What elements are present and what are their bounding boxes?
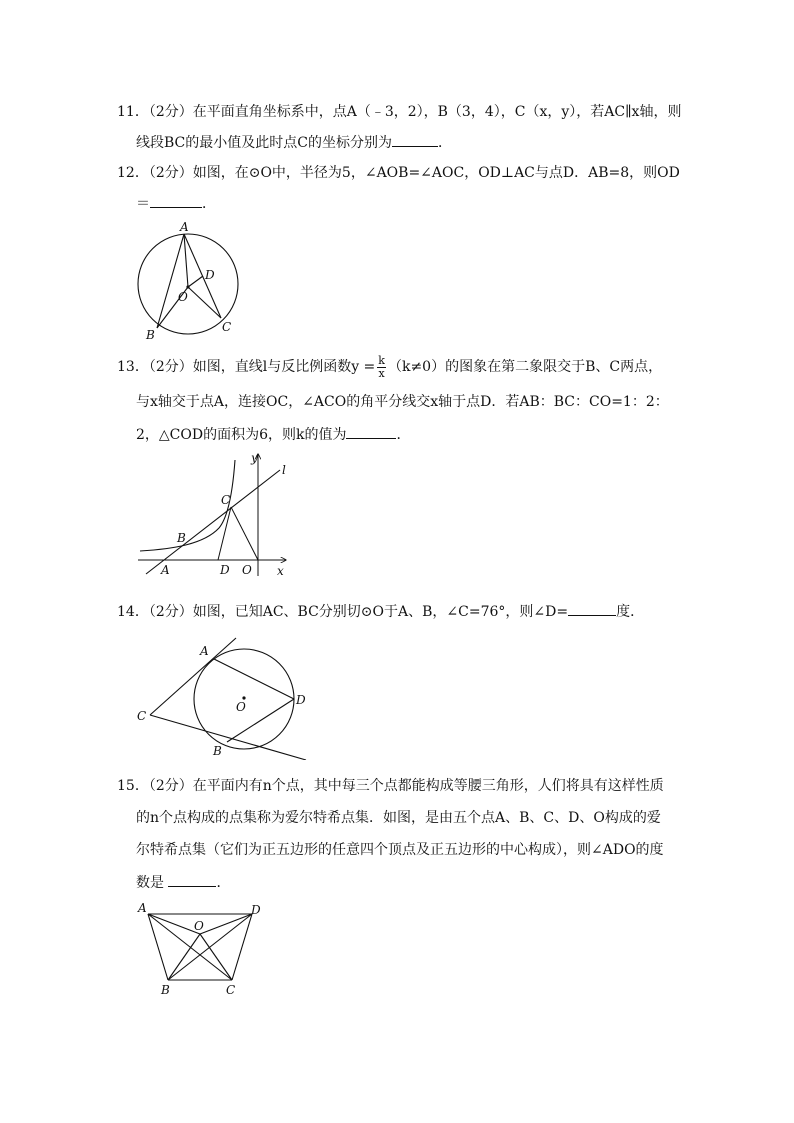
q12-line2-end: ． bbox=[202, 196, 216, 212]
q12-label-c: C bbox=[222, 320, 232, 334]
q13-line3 bbox=[136, 424, 410, 445]
q15-segment-ob bbox=[168, 934, 200, 980]
q15-line1: 15．（2分）在平面内有n个点，其中每三个点都能构成等腰三角形，人们将具有这样性质 bbox=[117, 778, 664, 794]
q12-center-dot bbox=[186, 285, 189, 288]
q14-answer-blank bbox=[568, 601, 616, 616]
q14-line1 bbox=[117, 601, 644, 622]
q15-segment-ac bbox=[148, 914, 232, 980]
q12-label-a: A bbox=[180, 220, 189, 234]
q12-answer-blank bbox=[150, 193, 202, 208]
q11-line2-end: ． bbox=[437, 135, 452, 151]
q13-line1 bbox=[117, 354, 662, 380]
q11-line2 bbox=[136, 132, 452, 153]
q14-label-d: D bbox=[296, 693, 306, 707]
q14-segment-ad bbox=[214, 659, 294, 699]
q13-frac-num: k bbox=[378, 353, 385, 367]
q15-label-b: B bbox=[161, 983, 170, 997]
q11-line2-text: 线段BC的最小值及此时点C的坐标分别为 bbox=[136, 135, 392, 151]
q14-line1-end: 度． bbox=[616, 604, 645, 620]
q14-label-c: C bbox=[137, 709, 147, 723]
q15-label-d: D bbox=[251, 903, 261, 917]
q13-answer-blank bbox=[346, 424, 396, 439]
q12-line1: 12．（2分）如图，在⊙O中，半径为5，∠AOB=∠AOC，OD⊥AC与点D．AB=8，则OD bbox=[117, 165, 680, 181]
q13-line3-text: 2，△COD的面积为6，则k的值为 bbox=[136, 427, 347, 443]
q15-segment-cd bbox=[232, 914, 252, 980]
q13-label-d: D bbox=[220, 563, 230, 577]
q13-line2: 与x轴交于点A，连接OC，∠ACO的角平分线交x轴于点D．若AB：BC：CO=1：2： bbox=[136, 394, 669, 410]
q12-label-d: D bbox=[205, 268, 215, 282]
q13-segment-co bbox=[231, 507, 258, 560]
q15-answer-blank bbox=[168, 872, 216, 887]
q13-label-x: x bbox=[277, 564, 284, 578]
q15-line2: 的n个点构成的点集称为爱尔特希点集．如图，是由五个点A、B、C、D、O构成的爱 bbox=[136, 810, 661, 826]
q14-label-a: A bbox=[200, 644, 209, 658]
q13-label-o: O bbox=[242, 563, 252, 577]
q15-segment-oc bbox=[200, 934, 232, 980]
q13-frac-den: x bbox=[378, 366, 385, 380]
q13-line-l bbox=[146, 470, 280, 574]
q12-segment-ab bbox=[157, 234, 184, 328]
q12-label-o: O bbox=[178, 290, 188, 304]
q15-segment-od bbox=[200, 914, 252, 934]
q15-line3: 尔特希点集（它们为正五边形的任意四个顶点及正五边形的中心构成），则∠ADO的度 bbox=[136, 842, 664, 858]
q12-line2-start: ＝ bbox=[136, 196, 150, 212]
q12-figure bbox=[130, 218, 250, 346]
q15-line4-text: 数是 bbox=[136, 875, 169, 891]
q13-fraction bbox=[377, 355, 386, 380]
q14-tangent-ca bbox=[150, 638, 236, 715]
q14-label-b: B bbox=[213, 744, 222, 758]
q11-line1: 11．（2分）在平面直角坐标系中，点A（﹣3，2），B（3，4），C（x，y），若AC∥x轴，则 bbox=[117, 104, 682, 120]
q14-figure bbox=[134, 634, 314, 760]
q12-label-b: B bbox=[146, 328, 155, 342]
q15-segment-oa bbox=[148, 914, 200, 934]
q15-segment-bd bbox=[168, 914, 252, 980]
q15-label-c: C bbox=[226, 983, 236, 997]
q15-figure bbox=[134, 898, 270, 1000]
q12-segment-oc bbox=[188, 287, 221, 318]
q14-line1-text: 14．（2分）如图，已知AC、BC分别切⊙O于A、B，∠C=76°，则∠D= bbox=[117, 604, 569, 620]
q13-label-l: l bbox=[282, 463, 286, 477]
q13-label-y: y bbox=[251, 451, 258, 465]
q13-line3-end: ． bbox=[396, 427, 411, 443]
q13-line1-start: 13．（2分）如图，直线l与反比例函数y = bbox=[117, 359, 376, 375]
q15-label-o: O bbox=[194, 919, 204, 933]
q13-line1-end: （k≠0）的图象在第二象限交于B、C两点， bbox=[387, 359, 663, 375]
q11-answer-blank bbox=[392, 132, 438, 147]
q15-line4 bbox=[136, 872, 230, 893]
q13-label-c: C bbox=[221, 493, 231, 507]
q14-tangent-cb bbox=[150, 715, 306, 760]
q15-label-a: A bbox=[138, 901, 147, 915]
q13-label-a: A bbox=[161, 563, 170, 577]
q13-label-b: B bbox=[177, 531, 186, 545]
q12-segment-od bbox=[188, 276, 203, 287]
q15-segment-ab bbox=[148, 914, 168, 980]
q12-line2 bbox=[136, 193, 216, 214]
q15-line4-end: ． bbox=[216, 875, 231, 891]
q13-segment-cd bbox=[218, 507, 231, 560]
q13-figure bbox=[134, 448, 294, 580]
q14-label-o: O bbox=[236, 700, 246, 714]
